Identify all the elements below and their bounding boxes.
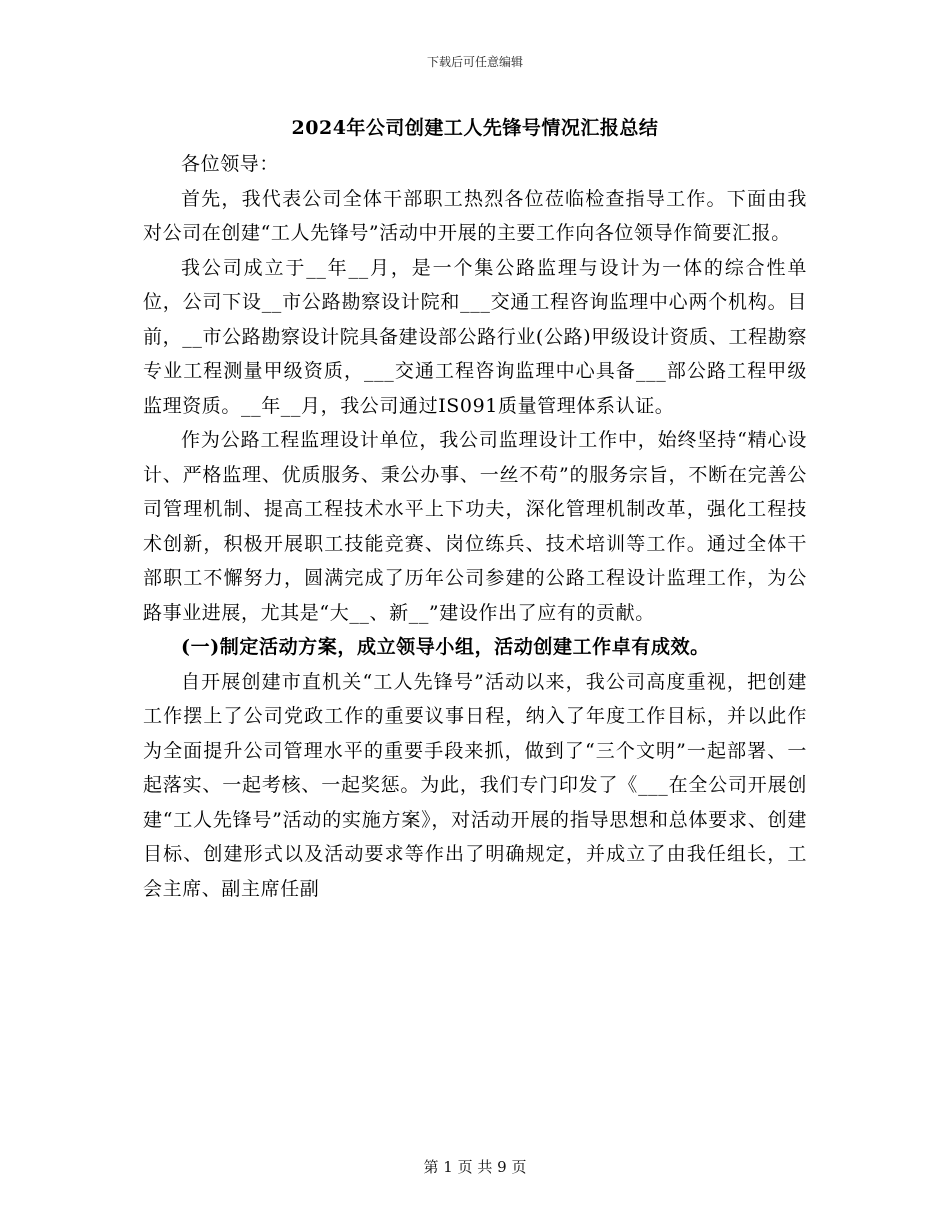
page-header: 下载后可任意编辑 [426,55,523,69]
intro-paragraph: 首先，我代表公司全体干部职工热烈各位莅临检查指导工作。下面由我对公司在创建“工人先锋号”活动中开展的主要工作向各位领导作简要汇报。 [143,187,807,244]
section-heading: (一)制定活动方案，成立领导小组，活动创建工作卓有成效。 [181,636,710,658]
company-profile-paragraph: 我公司成立于__年__月，是一个集公路监理与设计为一体的综合性单位，公司下设__市公路勘察设计院和___交通工程咨询监理中心两个机构。目前，__市公路勘察设计院具备建设部公路行业(公路)甲级设计资质、工程勘察专业工程测量甲级资质，___交通工程咨询监理中心具备___部公路工程甲级监理资质。__年__月，我公司通过IS091质量管理体系认证。 [143,256,807,417]
activity-plan-paragraph: 自开展创建市直机关“工人先锋号”活动以来，我公司高度重视，把创建工作摆上了公司党政工作的重要议事日程，纳入了年度工作目标，并以此作为全面提升公司管理水平的重要手段来抓，做到了“三个文明”一起部署、一起落实、一起考核、一起奖惩。为此，我们专门印发了《___在全公司开展创建“工人先锋号”活动的实施方案》，对活动开展的指导思想和总体要求、创建目标、创建形式以及活动要求等作出了明确规定，并成立了由我任组长，工会主席、副主席任副 [143,670,807,900]
document-body [143,147,807,906]
service-principle-paragraph: 作为公路工程监理设计单位，我公司监理设计工作中，始终坚持“精心设计、严格监理、优质服务、秉公办事、一丝不苟”的服务宗旨，不断在完善公司管理机制、提高工程技术水平上下功夫，深化管理机制改革，强化工程技术创新，积极开展职工技能竞赛、岗位练兵、技术培训等工作。通过全体干部职工不懈努力，圆满完成了历年公司参建的公路工程设计监理工作，为公路事业进展，尤其是“大__、新__”建设作出了应有的贡献。 [143,429,807,624]
salutation-paragraph: 各位领导： [181,153,280,175]
page-footer: 第 1 页 共 9 页 [423,1158,527,1176]
document-title: 2024年公司创建工人先锋号情况汇报总结 [291,117,659,139]
